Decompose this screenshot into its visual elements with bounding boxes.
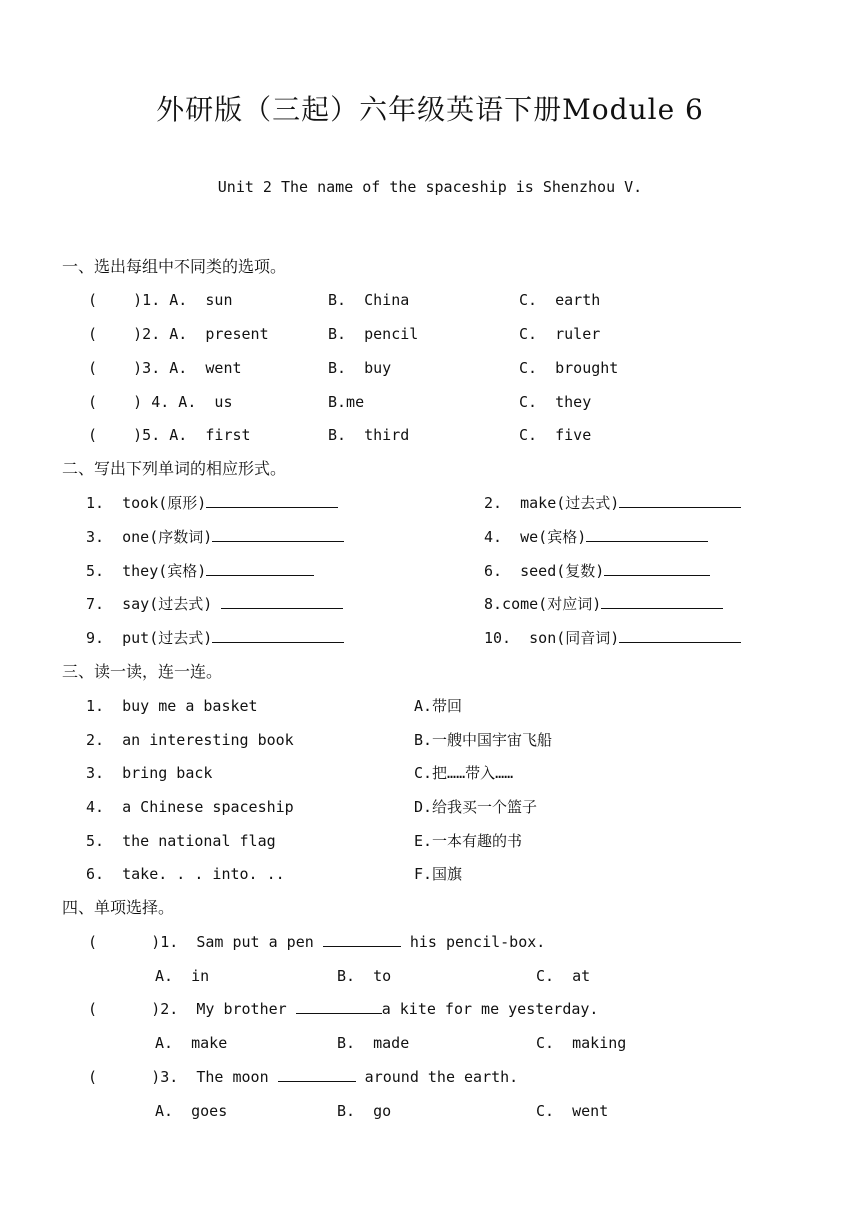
s4-q3-blank[interactable] [278, 1067, 356, 1082]
s1-q5-option-c: C. five [519, 426, 592, 444]
s2-item-3-blank[interactable] [212, 527, 344, 542]
s4-q1-pre: ( )1. Sam put a pen [88, 933, 323, 951]
s3-right-c: C.把……带入…… [414, 764, 514, 782]
section-4-heading: 四、单项选择。 [62, 898, 175, 917]
s2-item-6 [484, 561, 710, 581]
s4-q1-option-a: A. in [155, 967, 210, 985]
s4-q1-option-b: B. to [337, 967, 392, 985]
s4-q1-blank[interactable] [323, 932, 401, 947]
s3-right-d: D.给我买一个篮子 [414, 798, 538, 816]
s2-item-10-blank[interactable] [619, 628, 741, 643]
s4-q3-option-b: B. go [337, 1102, 392, 1120]
s3-left-1: 1. buy me a basket [86, 697, 258, 715]
s3-left-6: 6. take. . . into. .. [86, 865, 285, 883]
s3-left-5: 5. the national flag [86, 832, 276, 850]
s4-q1-post: his pencil-box. [400, 933, 546, 951]
s1-q5-option-b: B. third [328, 426, 410, 444]
s4-q2-option-c: C. making [536, 1034, 627, 1052]
s3-left-4: 4. a Chinese spaceship [86, 798, 294, 816]
s2-item-2 [484, 493, 741, 513]
s2-item-3 [86, 527, 344, 547]
s4-q2-option-a: A. make [155, 1034, 228, 1052]
s4-q3-post: around the earth. [355, 1068, 519, 1086]
s2-item-10 [484, 628, 741, 648]
s2-item-7-label: 7. say(过去式) [86, 595, 222, 613]
s2-item-9-label: 9. put(过去式) [86, 629, 213, 647]
page-title: 外研版（三起）六年级英语下册Module 6 [156, 93, 704, 126]
s1-q2-option-c: C. ruler [519, 325, 601, 343]
section-2-heading: 二、写出下列单词的相应形式。 [62, 459, 287, 478]
s2-item-2-label: 2. make(过去式) [484, 494, 620, 512]
s2-item-1 [86, 493, 338, 513]
s4-q3-option-a: A. goes [155, 1102, 228, 1120]
s3-right-b: B.一艘中国宇宙飞船 [414, 731, 553, 749]
s3-right-e: E.一本有趣的书 [414, 832, 523, 850]
s3-left-2: 2. an interesting book [86, 731, 294, 749]
s2-item-4 [484, 527, 708, 547]
page-subtitle: Unit 2 The name of the spaceship is Shenzhou V. [217, 178, 643, 196]
s2-item-5 [86, 561, 314, 581]
s2-item-4-blank[interactable] [586, 527, 708, 542]
s4-q2-stem [88, 999, 598, 1019]
s2-item-9 [86, 628, 344, 648]
s2-item-8 [484, 594, 723, 614]
s2-item-1-blank[interactable] [206, 493, 338, 508]
s1-q1-option-c: C. earth [519, 291, 601, 309]
s4-q2-post: a kite for me yesterday. [381, 1000, 599, 1018]
s4-q2-pre: ( )2. My brother [88, 1000, 296, 1018]
s1-q1-stem: ( )1. A. sun [88, 291, 233, 309]
s2-item-8-blank[interactable] [601, 594, 723, 609]
s2-item-6-label: 6. seed(复数) [484, 562, 605, 580]
s1-q3-stem: ( )3. A. went [88, 359, 242, 377]
section-1-heading: 一、选出每组中不同类的选项。 [62, 257, 287, 276]
s3-left-3: 3. bring back [86, 764, 213, 782]
s2-item-7 [86, 594, 343, 614]
section-3-heading: 三、读一读，连一连。 [62, 662, 223, 681]
s3-right-f: F.国旗 [414, 865, 463, 883]
s3-right-a: A.带回 [414, 697, 463, 715]
s2-item-1-label: 1. took(原形) [86, 494, 207, 512]
s2-item-3-label: 3. one(序数词) [86, 528, 213, 546]
s4-q3-option-c: C. went [536, 1102, 609, 1120]
s2-item-4-label: 4. we(宾格) [484, 528, 587, 546]
s1-q5-stem: ( )5. A. first [88, 426, 251, 444]
s4-q1-option-c: C. at [536, 967, 591, 985]
s4-q3-pre: ( )3. The moon [88, 1068, 278, 1086]
s4-q1-stem [88, 932, 545, 952]
s1-q4-option-b: B.me [328, 393, 365, 411]
s2-item-9-blank[interactable] [212, 628, 344, 643]
s1-q2-stem: ( )2. A. present [88, 325, 269, 343]
s2-item-5-label: 5. they(宾格) [86, 562, 207, 580]
s2-item-6-blank[interactable] [604, 561, 710, 576]
s1-q2-option-b: B. pencil [328, 325, 419, 343]
s1-q4-stem: ( ) 4. A. us [88, 393, 233, 411]
s4-q2-option-b: B. made [337, 1034, 410, 1052]
s2-item-2-blank[interactable] [619, 493, 741, 508]
s1-q3-option-b: B. buy [328, 359, 392, 377]
s2-item-8-label: 8.come(对应词) [484, 595, 602, 613]
s1-q3-option-c: C. brought [519, 359, 619, 377]
s2-item-7-blank[interactable] [221, 594, 343, 609]
s1-q1-option-b: B. China [328, 291, 410, 309]
s4-q3-stem [88, 1067, 518, 1087]
s2-item-10-label: 10. son(同音词) [484, 629, 620, 647]
s4-q2-blank[interactable] [296, 999, 382, 1014]
s1-q4-option-c: C. they [519, 393, 592, 411]
s2-item-5-blank[interactable] [206, 561, 314, 576]
